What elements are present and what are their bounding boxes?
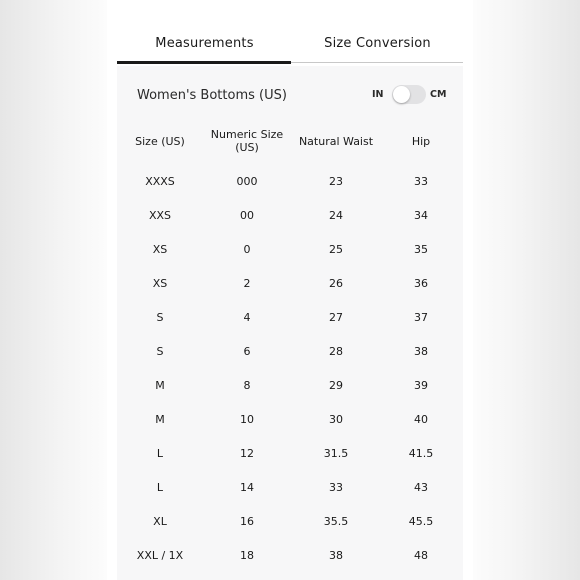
- cell-size: M: [155, 378, 165, 392]
- cell-waist: 29: [329, 378, 343, 392]
- table-row: [117, 232, 463, 266]
- cell-numeric: 8: [243, 378, 251, 392]
- table-row: [117, 504, 463, 538]
- cell-numeric: 4: [243, 310, 251, 324]
- cell-numeric: 000: [236, 174, 258, 188]
- cell-hip: 43: [414, 480, 428, 494]
- cell-numeric: 12: [240, 446, 254, 460]
- cell-size: XXL / 1X: [136, 548, 184, 562]
- phone-screen: [107, 0, 473, 580]
- table-row: [117, 470, 463, 504]
- cell-waist: 31.5: [323, 446, 349, 460]
- cell-waist: 27: [329, 310, 343, 324]
- cell-hip: 34: [414, 208, 428, 222]
- unit-label-cm: CM: [430, 89, 447, 100]
- cell-waist: 24: [329, 208, 343, 222]
- header-natural-waist: Natural Waist: [298, 134, 374, 148]
- cell-hip: 39: [414, 378, 428, 392]
- active-tab-indicator: [117, 61, 291, 64]
- switch-knob: [393, 86, 410, 103]
- section-title: Women's Bottoms (US): [137, 88, 287, 103]
- cell-numeric: 0: [243, 242, 251, 256]
- table-row: [117, 300, 463, 334]
- cell-hip: 35: [414, 242, 428, 256]
- table-row: [117, 266, 463, 300]
- unit-toggle: [372, 84, 452, 106]
- cell-size: M: [155, 412, 165, 426]
- cell-waist: 28: [329, 344, 343, 358]
- cell-numeric: 6: [243, 344, 251, 358]
- tab-bar: [107, 0, 473, 66]
- table-row: [117, 402, 463, 436]
- cell-numeric: 14: [240, 480, 254, 494]
- cell-size: XS: [152, 242, 168, 256]
- cell-hip: 40: [414, 412, 428, 426]
- cell-waist: 26: [329, 276, 343, 290]
- tab-size-conversion[interactable]: Size Conversion: [324, 36, 431, 51]
- unit-label-in: IN: [372, 89, 384, 100]
- cell-hip: 33: [414, 174, 428, 188]
- table-row: [117, 368, 463, 402]
- size-chart-panel: [117, 66, 463, 580]
- cell-hip: 45.5: [408, 514, 434, 528]
- cell-numeric: 16: [240, 514, 254, 528]
- tab-measurements[interactable]: Measurements: [155, 36, 254, 51]
- cell-numeric: 10: [240, 412, 254, 426]
- table-row: [117, 164, 463, 198]
- cell-waist: 33: [329, 480, 343, 494]
- cell-size: XXS: [148, 208, 172, 222]
- table-row: [117, 334, 463, 368]
- cell-hip: 38: [414, 344, 428, 358]
- cell-numeric: 18: [240, 548, 254, 562]
- table-body: [117, 164, 463, 572]
- cell-size: S: [156, 310, 164, 324]
- cell-numeric: 2: [243, 276, 251, 290]
- cell-size: S: [156, 344, 164, 358]
- cell-hip: 48: [414, 548, 428, 562]
- cell-waist: 25: [329, 242, 343, 256]
- cell-size: XL: [153, 514, 167, 528]
- table-row: [117, 538, 463, 572]
- cell-waist: 38: [329, 548, 343, 562]
- table-row: [117, 198, 463, 232]
- size-table: [117, 124, 463, 562]
- header-numeric-size: Numeric Size (US): [210, 128, 284, 154]
- cell-hip: 36: [414, 276, 428, 290]
- cell-hip: 41.5: [408, 446, 434, 460]
- cell-size: L: [156, 446, 164, 460]
- table-header: [117, 124, 463, 164]
- unit-switch[interactable]: [392, 85, 426, 104]
- table-row: [117, 436, 463, 470]
- cell-size: XS: [152, 276, 168, 290]
- cell-size: L: [156, 480, 164, 494]
- header-size-us: Size (US): [135, 134, 185, 148]
- cell-numeric: 00: [240, 208, 254, 222]
- cell-waist: 23: [329, 174, 343, 188]
- cell-waist: 30: [329, 412, 343, 426]
- cell-size: XXXS: [145, 174, 175, 188]
- cell-hip: 37: [414, 310, 428, 324]
- header-hip: Hip: [411, 134, 431, 148]
- cell-waist: 35.5: [323, 514, 349, 528]
